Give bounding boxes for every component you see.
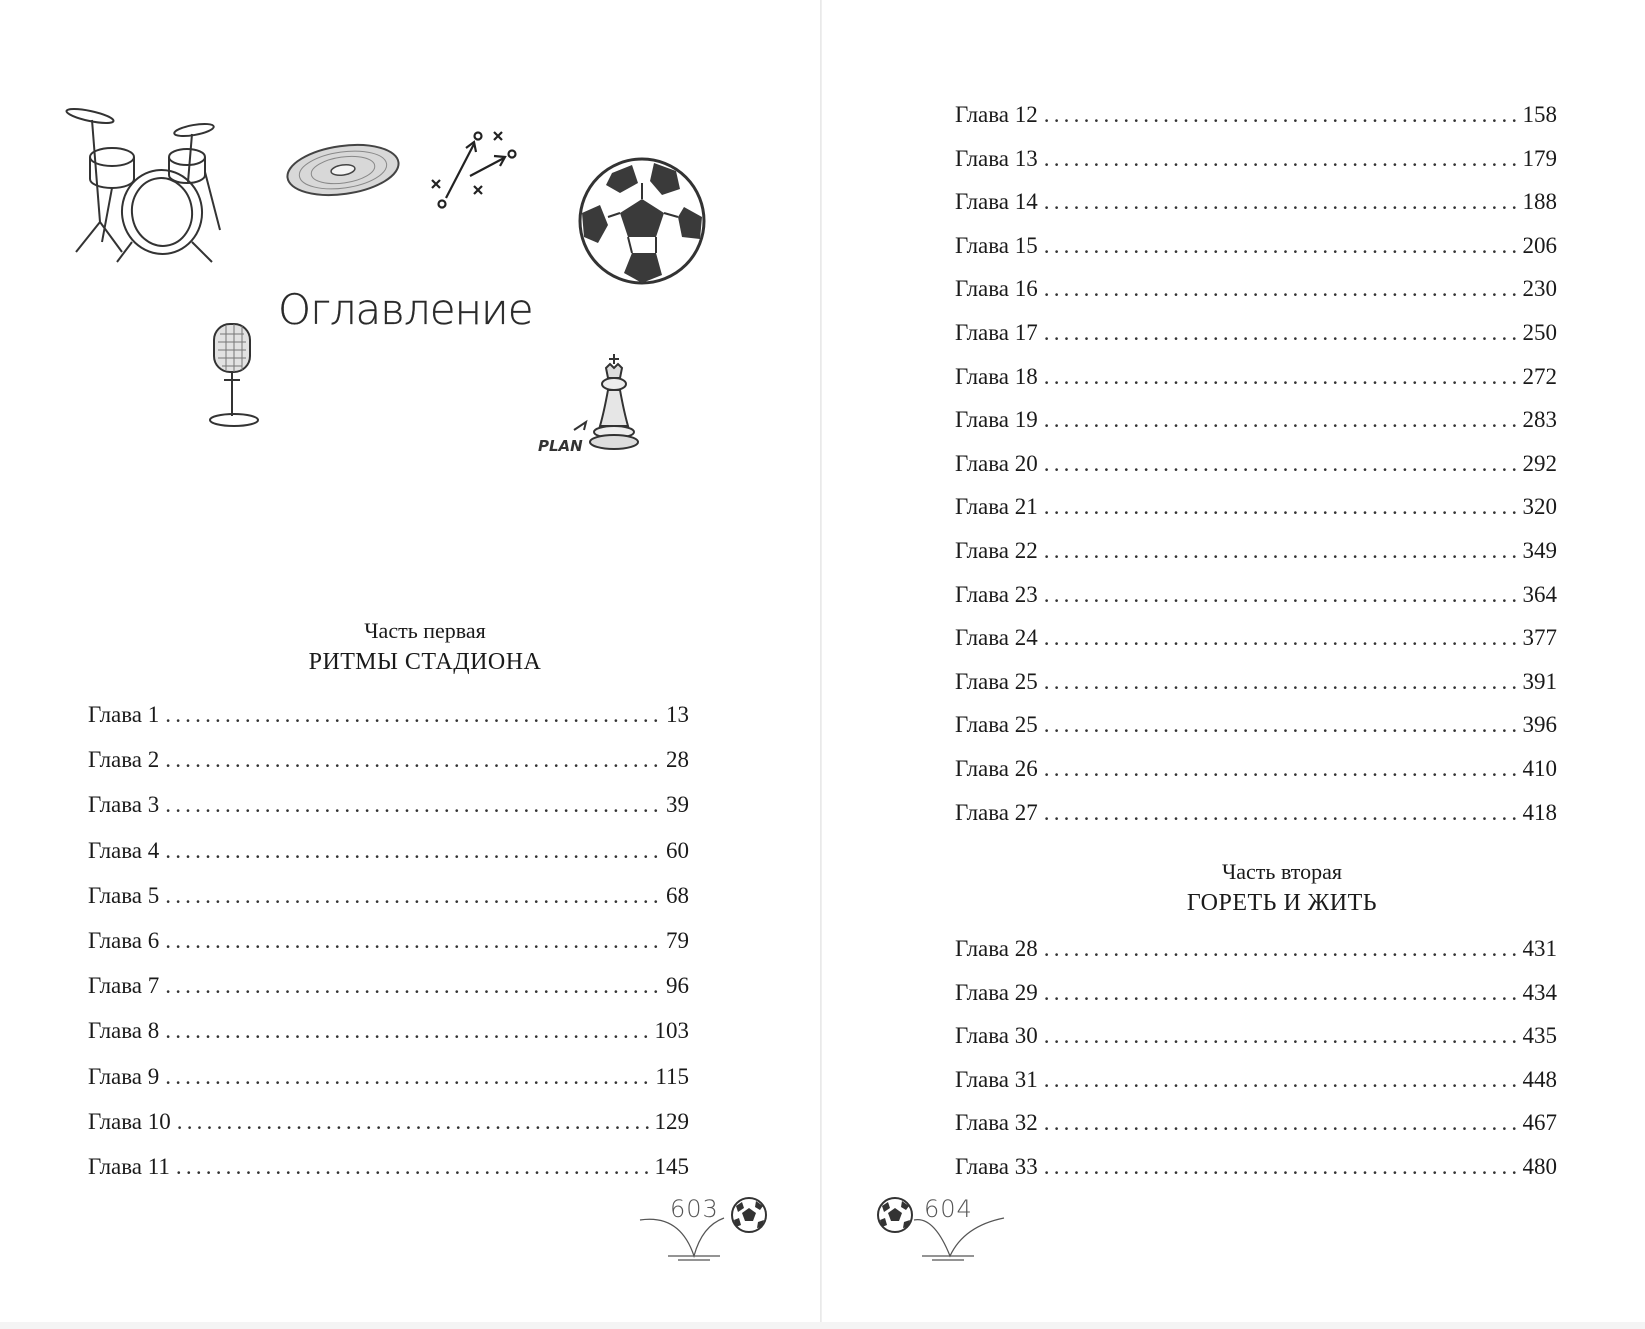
chapter-label: Глава 16 [955,276,1038,302]
toc-list-part-one-continued [955,100,1557,830]
chapter-label: Глава 18 [955,363,1038,389]
page-number: 391 [1522,668,1557,694]
chapter-label: Глава 14 [955,189,1038,215]
page-number: 60 [666,837,689,863]
chapter-label: Глава 12 [955,102,1038,127]
dot-leader [1044,492,1521,522]
toc-entry[interactable] [955,144,1557,174]
dot-leader [1044,362,1521,392]
vinyl-record-icon [283,140,403,200]
toc-entry[interactable] [955,623,1557,653]
part-one-label: Часть первая [364,618,486,643]
folio-ornament-right [912,1192,1044,1264]
chapter-label: Глава 19 [955,407,1038,433]
dot-leader [1044,934,1521,964]
chapter-label: Глава 30 [955,1023,1038,1049]
folio-left-number: 603 [670,1195,719,1223]
part-two-label: Часть вторая [1221,859,1343,884]
toc-entry[interactable] [88,926,689,956]
chapter-label: Глава 33 [955,1154,1038,1179]
dot-leader [165,836,664,866]
chapter-label: Глава 27 [955,799,1038,825]
toc-entry[interactable] [955,580,1557,610]
chapter-label: Глава 8 [88,1018,160,1044]
folio-ball-icon [876,1196,914,1234]
dot-leader [165,1062,653,1092]
page-number: 418 [1522,799,1557,825]
chapter-label: Глава 5 [88,882,160,908]
toc-title: Оглавление [278,285,533,334]
page-number: 396 [1522,712,1557,738]
tactics-play-icon [430,128,520,210]
chapter-label: Глава 9 [88,1063,160,1089]
page-number: 283 [1522,407,1557,433]
page-number: 79 [666,928,689,953]
soccer-ball-icon [576,155,708,287]
part-one-header [230,616,620,678]
chapter-label: Глава 3 [88,792,160,818]
dot-leader [165,926,664,956]
chapter-label: Глава 28 [955,936,1038,961]
toc-entry[interactable] [88,1107,689,1137]
dot-leader [1044,231,1521,261]
chapter-label: Глава 25 [955,712,1038,738]
dot-leader [165,881,664,911]
page-number: 103 [654,1018,689,1044]
toc-entry[interactable] [88,1152,689,1182]
chapter-label: Глава 10 [88,1108,171,1134]
chapter-label: Глава 25 [955,668,1038,694]
chapter-label: Глава 2 [88,747,160,773]
left-page [0,0,820,1329]
dot-leader [176,1152,653,1182]
toc-entry[interactable] [88,1016,689,1046]
right-page [822,0,1645,1329]
toc-entry[interactable] [955,798,1557,828]
dot-leader [1044,1021,1521,1051]
chapter-label: Глава 26 [955,756,1038,781]
page-number: 434 [1522,979,1557,1005]
page-number: 145 [654,1154,689,1179]
chapter-label: Глава 21 [955,494,1038,520]
page-number: 206 [1522,232,1557,258]
page-number: 250 [1522,320,1557,345]
dot-leader [1044,1065,1521,1095]
page-number: 349 [1522,538,1557,563]
chapter-label: Глава 6 [88,928,160,953]
chapter-label: Глава 20 [955,450,1038,476]
page-number: 435 [1522,1023,1557,1049]
page-number: 39 [666,792,689,818]
toc-entry[interactable] [955,667,1557,697]
toc-entry[interactable] [955,1021,1557,1051]
toc-list-part-one [88,700,689,1180]
chapter-label: Глава 13 [955,145,1038,171]
chapter-label: Глава 1 [88,702,160,727]
page-number: 410 [1522,756,1557,781]
dot-leader [1044,667,1521,697]
toc-entry[interactable] [88,836,689,866]
chapter-label: Глава 17 [955,320,1038,345]
part-two-title: ГОРЕТЬ И ЖИТЬ [1186,890,1378,916]
toc-entry[interactable] [955,492,1557,522]
dot-leader [1044,754,1521,784]
toc-list-part-two [955,934,1557,1204]
toc-entry[interactable] [88,745,689,775]
page-number: 467 [1522,1110,1557,1136]
dot-leader [165,745,664,775]
chapter-label: Глава 31 [955,1066,1038,1092]
toc-entry[interactable] [955,449,1557,479]
dot-leader [1044,798,1521,828]
toc-entry[interactable] [955,362,1557,392]
chapter-label: Глава 24 [955,625,1038,651]
dot-leader [1044,580,1521,610]
dot-leader [1044,1152,1521,1182]
dot-leader [165,700,664,730]
chapter-label: Глава 7 [88,973,160,999]
toc-entry[interactable] [955,1108,1557,1138]
toc-entry[interactable] [955,318,1557,348]
dot-leader [1044,318,1521,348]
toc-entry[interactable] [955,934,1557,964]
page-number: 68 [666,882,689,908]
dot-leader [1044,710,1521,740]
toc-entry[interactable] [955,710,1557,740]
chapter-label: Глава 4 [88,837,160,863]
dot-leader [1044,405,1521,435]
toc-entry[interactable] [955,231,1557,261]
chapter-label: Глава 22 [955,538,1038,563]
toc-entry[interactable] [955,100,1557,130]
chapter-label: Глава 15 [955,232,1038,258]
toc-entry[interactable] [955,536,1557,566]
dot-leader [1044,449,1521,479]
toc-entry[interactable] [955,274,1557,304]
page-number: 364 [1522,581,1557,607]
toc-entry[interactable] [88,1062,689,1092]
dot-leader [1044,536,1521,566]
dot-leader [1044,978,1521,1008]
chapter-label: Глава 29 [955,979,1038,1005]
page-number: 230 [1522,276,1557,302]
page-number: 179 [1522,145,1557,171]
microphone-icon [206,320,274,430]
chapter-label: Глава 32 [955,1110,1038,1136]
chess-plan-label: PLAN [538,437,583,454]
dot-leader [1044,144,1521,174]
page-number: 320 [1522,494,1557,520]
dot-leader [177,1107,653,1137]
toc-entry[interactable] [955,405,1557,435]
toc-entry[interactable] [88,881,689,911]
toc-entry[interactable] [88,971,689,1001]
drum-kit-icon [62,102,232,272]
toc-entry[interactable] [955,754,1557,784]
bottom-edge [0,1322,1645,1329]
dot-leader [165,790,664,820]
page-number: 13 [666,702,689,727]
dot-leader [1044,187,1521,217]
page-number: 96 [666,973,689,999]
folio-right-number: 604 [924,1195,973,1223]
part-one-title: РИТМЫ СТАДИОНА [308,649,542,675]
page-number: 480 [1522,1154,1557,1179]
toc-entry[interactable] [955,1152,1557,1182]
dot-leader [1044,100,1521,130]
page-number: 292 [1522,450,1557,476]
dot-leader [1044,274,1521,304]
toc-entry[interactable] [955,1065,1557,1095]
toc-entry[interactable] [88,700,689,730]
dot-leader [1044,623,1521,653]
page-number: 158 [1522,102,1557,127]
chapter-label: Глава 11 [88,1154,170,1179]
page-number: 129 [654,1108,689,1134]
toc-entry[interactable] [955,187,1557,217]
page-number: 448 [1522,1066,1557,1092]
page-number: 272 [1522,363,1557,389]
part-two-header [1132,857,1432,919]
page-number: 115 [655,1063,689,1089]
page-number: 377 [1522,625,1557,651]
page-number: 431 [1522,936,1557,961]
toc-entry[interactable] [88,790,689,820]
dot-leader [165,1016,652,1046]
dot-leader [1044,1108,1521,1138]
folio-ball-icon [730,1196,768,1234]
chapter-label: Глава 23 [955,581,1038,607]
page-number: 28 [666,747,689,773]
page-number: 188 [1522,189,1557,215]
chess-king-icon [536,350,664,454]
toc-entry[interactable] [955,978,1557,1008]
dot-leader [165,971,664,1001]
